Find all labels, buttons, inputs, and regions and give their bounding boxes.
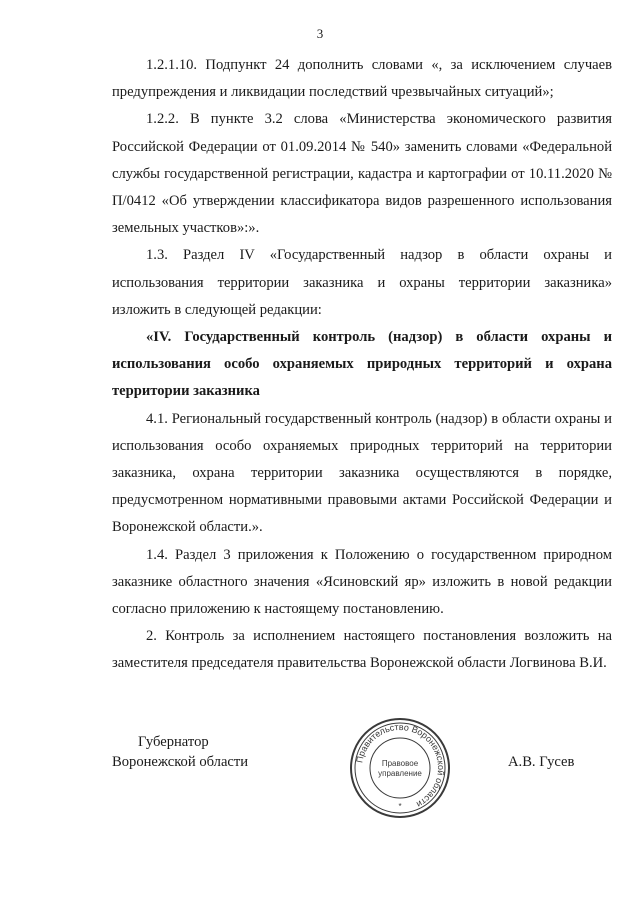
signatory-title-line1: Губернатор	[138, 734, 209, 750]
stamp-ring-text: Правительство Воронежской области	[354, 721, 447, 810]
document-body	[112, 52, 612, 678]
signatory-title-line2: Воронежской области	[112, 754, 249, 770]
stamp-center-line2: управление	[378, 769, 422, 778]
stamp-center-line1: Правовое	[381, 759, 419, 768]
stamp-star-icon: *	[398, 802, 402, 811]
paragraph-4-1: 4.1. Региональный государственный контроль (надзор) в области охраны и использования особо охраняемых природных территорий на территории заказника, охрана территории заказника осуществляются в порядке, предусмотренном нормативными правовыми актами Российской Федерации и Воронежской области.».	[112, 410, 612, 536]
section-iv-heading: «IV. Государственный контроль (надзор) в области охраны и использования особо охраняемых природных территорий и охрана территории заказника	[112, 329, 612, 400]
paragraph-2: 2. Контроль за исполнением настоящего постановления возложить на заместителя председателя правительства Воронежской области Логвинова В.И.	[112, 628, 612, 672]
signatory-name: А.В. Гусев	[508, 754, 575, 770]
stamp-graphic	[348, 716, 452, 820]
signatory-title	[112, 732, 248, 772]
paragraph-1-2-2: 1.2.2. В пункте 3.2 слова «Министерства экономического развития Российской Федерации от 01.09.2014 № 540» заменить словами «Федеральной службы государственной регистрации, кадастра и картографии от 10.11.2020 № П/0412 «Об утверждении классификатора видов разрешенного использования земельных участков»:».	[112, 111, 612, 237]
page-number: 3	[316, 26, 324, 41]
paragraph-1-2-1-10: 1.2.1.10. Подпункт 24 дополнить словами «, за исключением случаев предупреждения и ликвидации последствий чрезвычайных ситуаций»;	[112, 57, 612, 101]
official-stamp	[348, 716, 452, 820]
paragraph-1-4: 1.4. Раздел 3 приложения к Положению о государственном природном заказнике областного значения «Ясиновский яр» изложить в новой редакции согласно приложению к настоящему постановлению.	[112, 546, 612, 618]
paragraph-1-3: 1.3. Раздел IV «Государственный надзор в области охраны и использования территории заказника и охраны территории заказника» изложить в следующей редакции:	[112, 247, 612, 318]
